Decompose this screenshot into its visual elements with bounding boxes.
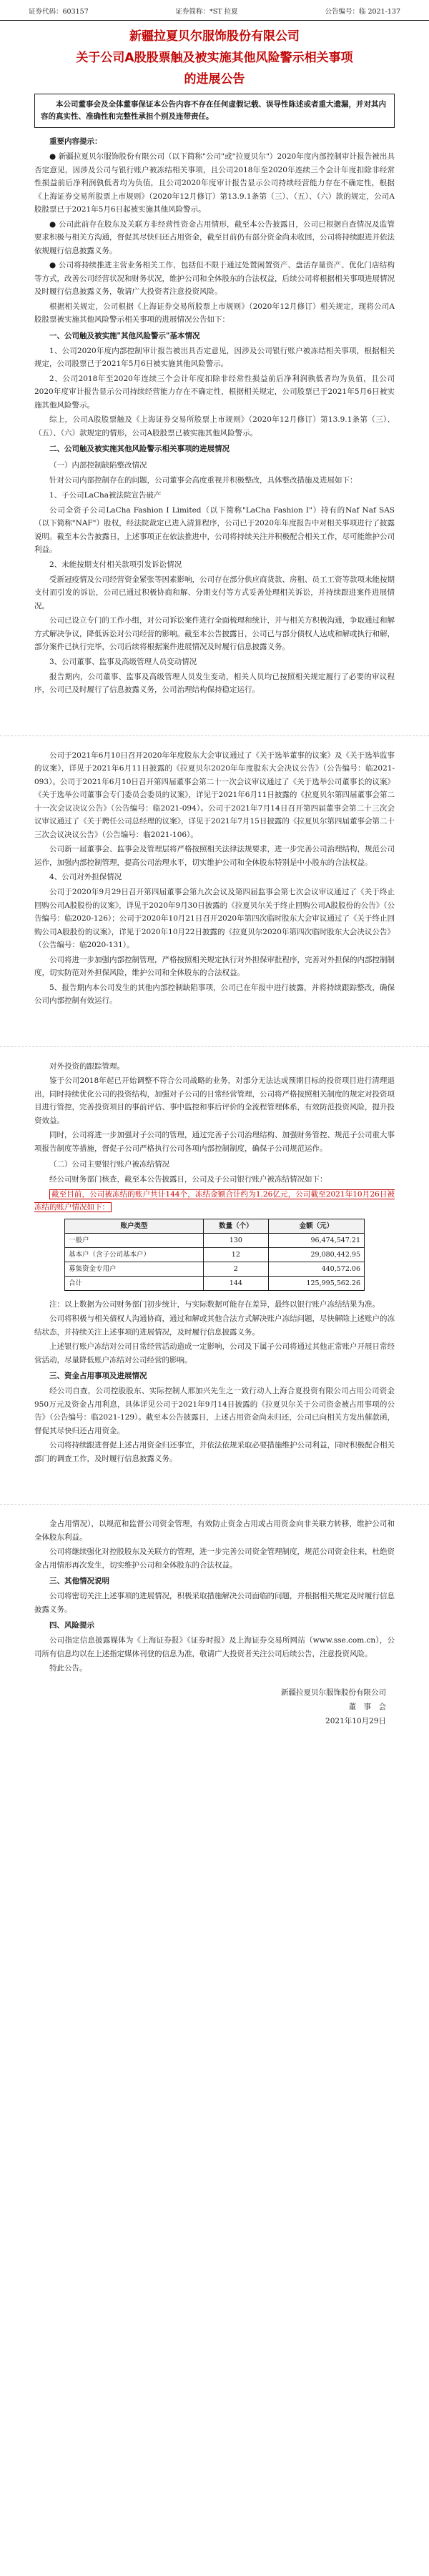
page-4-section xyxy=(0,1517,429,1675)
item-para: 报告期内，公司董事、监事及高级管理人员发生变动，相关人员均已按照相关规定履行了必要的审议程序，公司已及时履行了信息披露义务，公司治理结构保持稳定运行。 xyxy=(34,672,395,694)
table-row xyxy=(65,1233,365,1247)
section-2-heading: 二、公司触及被实施其他风险警示相关事项的进展情况 xyxy=(49,445,230,453)
table-cell: 合计 xyxy=(65,1276,204,1290)
announcement-title-line3: 的进展公告 xyxy=(184,72,245,86)
other-info-para: 公司将密切关注上述事项的进展情况，积极采取措施解决公司面临的问题，并根据相关规定及时履行信息披露义务。 xyxy=(34,1592,395,1614)
table-cell: 144 xyxy=(203,1276,268,1290)
table-cell: 12 xyxy=(203,1247,268,1262)
item-para: 受新冠疫情及公司经营资金紧张等因素影响，公司存在部分供应商货款、房租、员工工资等款项未能按期支付而引发的诉讼，公司已通过积极协商和解、分期支付等方式妥善处理相关诉讼，并持续跟进案件进展情况。 xyxy=(34,575,395,610)
frozen-accounts-table xyxy=(64,1219,365,1291)
notice-number: 公告编号：临 2021-137 xyxy=(325,8,400,16)
item-para: 公司于2020年9月29日召开第四届董事会第九次会议及第四届监事会第七次会议审议通过了《关于终止回购公司A股股份的议案》，详见于2020年9月30日披露的《拉夏贝尔关于终止回购公司A股股份的公告》（公告编号：临2020-126）；公司于2020年10月21日召开2020年第四次临时股东大会审议通过了《关于终止回购公司A股股份的议案》，详见于2020年10月22日披露的《拉夏贝尔2020年第四次临时股东大会决议公告》（公告编号：临2020-131）。 xyxy=(34,888,395,949)
table-header-row xyxy=(65,1219,365,1233)
frozen-intro: 经公司财务部门核查，截至本公告披露日，公司及子公司银行账户被冻结情况如下： xyxy=(49,1175,327,1184)
table-cell: 2 xyxy=(203,1262,268,1276)
fund-occupation-para: 公司将持续跟进督促上述占用资金归还事宜，并依法依规采取必要措施维护公司利益，同时积极配合相关部门的调查工作，及时履行信息披露义务。 xyxy=(34,1441,395,1463)
item-para: 对外投资的跟踪管理。 xyxy=(49,1061,124,1071)
signature-block xyxy=(0,1685,429,1728)
section-1-para: 综上，公司A股股票触及《上海证券交易所股票上市规则》（2020年12月修订）第13.9.1条第（三）、（五）、（六）款规定的情形，公司A股股票已被实施其他风险警示。 xyxy=(34,415,395,437)
important-section xyxy=(0,135,429,697)
signature-board: 董 事 会 xyxy=(348,1702,386,1711)
important-heading: 重要内容提示： xyxy=(49,137,102,146)
frozen-highlight-para xyxy=(34,1188,395,1214)
regulation-intro: 根据相关规定，公司根据《上海证券交易所股票上市规则》（2020年12月修订）相关规定，现将公司A股股票被实施其他风险警示相关事项的进展情况公告如下： xyxy=(34,302,395,324)
table-cell: 募集资金专用户 xyxy=(65,1262,204,1276)
fund-occupation-heading: 三、资金占用事项及进展情况 xyxy=(49,1372,147,1380)
important-item: ● 新疆拉夏贝尔服饰股份有限公司（以下简称"公司"或"拉夏贝尔"）2020年度内部控制审计报告被出具否定意见，因涉及公司与银行账户被冻结相关事项，且公司2018年至2020年连续三个会计年度扣除非经常性损益前后净利润孰低者均为负值，且公司2020年度审计报告显示公司持续经营能力存在不确定性，根据《上海证券交易所股票上市规则》（2020年12月修订）第13.9.1条第（三）、（五）、（六）款的规定，公司A股股票已于2021年5月6日起被实施其他风险警示。 xyxy=(34,152,395,214)
page-2-section xyxy=(0,749,429,1008)
item-para: 公司已设立专门的工作小组，对公司诉讼案件进行全面梳理和统计，并与相关方积极沟通，争取通过和解方式解决争议，降低诉讼对公司经营的影响。截至本公告披露日，公司已与部分债权人达成和解或执行和解，部分案件已执行完毕，公司后续将根据案件进展情况及时履行信息披露义务。 xyxy=(34,616,395,651)
table-row xyxy=(65,1262,365,1276)
table-cell: 29,080,442.95 xyxy=(268,1247,364,1262)
document-header xyxy=(0,0,429,21)
page-break xyxy=(0,1018,429,1047)
other-info-heading: 三、其他情况说明 xyxy=(49,1577,109,1585)
board-guarantee-notice: 本公司董事会及全体董事保证本公告内容不存在任何虚假记载、误导性陈述或者重大遗漏，并对其内容的真实性、准确性和完整性承担个别及连带责任。 xyxy=(34,94,395,128)
item-para: 公司将进一步加强内部控制管理，严格按照相关规定执行对外担保审批程序，完善对外担保的内部控制制度，切实防范对外担保风险，维护公司和全体股东的合法权益。 xyxy=(34,955,395,977)
table-cell: 440,572.06 xyxy=(268,1262,364,1276)
continuation-para: 公司将继续强化对控股股东及关联方的管理，进一步完善公司资金管理制度，规范公司资金往来，杜绝资金占用情形再次发生，切实维护公司和全体股东的合法权益。 xyxy=(34,1547,395,1570)
frozen-para: 公司将积极与相关债权人沟通协商，通过和解或其他合法方式解决账户冻结问题，尽快解除上述账户的冻结状态，并持续关注上述事项的进展情况，及时履行信息披露义务。 xyxy=(34,1314,395,1337)
continuation-para: 金占用情况），以规范和监督公司资金管理，有效防止资金占用或占用资金向非关联方转移，维护公司和全体股东利益。 xyxy=(34,1520,395,1542)
table-total-row xyxy=(65,1276,365,1290)
table-cell: 96,474,547.21 xyxy=(268,1233,364,1247)
announcement-title-line2: 关于公司A股股票触及被实施其他风险警示相关事项 xyxy=(76,51,353,65)
item-para: 同时，公司将进一步加强对子公司的管理，通过完善子公司治理结构、加强财务管控、规范子公司重大事项报告制度等措施，督促子公司严格执行公司各项内部控制制度，确保子公司规范运作。 xyxy=(34,1131,395,1153)
signature-company: 新疆拉夏贝尔服饰股份有限公司 xyxy=(281,1688,386,1697)
item-heading: 2、未能按期支付相关款项引发诉讼情况 xyxy=(49,560,182,569)
frozen-para: 上述银行账户冻结对公司日常经营活动造成一定影响，公司及下属子公司将通过其他正常账户开展日常经营活动，尽量降低账户冻结对公司经营的影响。 xyxy=(34,1342,395,1364)
important-item: ● 公司此前存在股东及关联方非经营性资金占用情形，截至本公告披露日，公司已根据自查情况及监管要求积极与相关方沟通，督促其尽快归还占用资金，截至目前仍有部分资金尚未收回，公司将持续跟进并依法依规履行信息披露义务。 xyxy=(34,219,395,255)
item-heading: 1、子公司LaCha被法院宣告破产 xyxy=(49,490,162,500)
risk-warning-para: 公司指定信息披露媒体为《上海证券报》《证券时报》及上海证券交易所网站（www.sse.com.cn），公司所有信息均以在上述指定媒体刊登的信息为准，敬请广大投资者关注公司后续公告，注意投资风险。 xyxy=(34,1636,395,1658)
closing-line: 特此公告。 xyxy=(49,1664,87,1673)
table-cell: 130 xyxy=(203,1233,268,1247)
company-title: 新疆拉夏贝尔服饰股份有限公司 xyxy=(129,29,300,44)
item-para: 公司全资子公司LaCha Fashion I Limited（以下简称"LaCha Fashion I"）持有的Naf Naf SAS（以下简称"NAF"）股权，经法院裁定已进入清算程序，公司已于2020年年度报告中对相关事项进行了披露说明。截至本公告披露日，上述事项正在依法推进中，公司将持续关注并积极配合相关工作，尽可能维护公司利益。 xyxy=(34,505,395,554)
page-3-section xyxy=(0,1060,429,1466)
section-1-heading: 一、公司触及被实施"其他风险警示"基本情况 xyxy=(49,331,200,340)
page-break xyxy=(0,1475,429,1505)
item-heading: 3、公司董事、监事及高级管理人员变动情况 xyxy=(49,657,197,666)
table-cell: 125,995,562.26 xyxy=(268,1276,364,1290)
signature-date: 2021年10月29日 xyxy=(325,1716,386,1725)
subsection-frozen-accounts: （二）公司主要银行账户被冻结情况 xyxy=(49,1160,169,1169)
fund-occupation-para: 经公司自查，公司控股股东、实际控制人邢加兴先生之一致行动人上海合夏投资有限公司占用公司资金950万元及资金占用利息，具体详见公司于2021年9月14日披露的《拉夏贝尔关于公司资金被占用事项的公告》（公告编号：临2021-129）。截至本公告披露日，上述占用资金尚未归还，公司已向相关方发出催款函，督促其尽快归还占用资金。 xyxy=(34,1387,395,1435)
column-header: 账户类型 xyxy=(65,1219,204,1233)
item-para: 公司于2021年6月10日召开2020年年度股东大会审议通过了《关于选举董事的议案》及《关于选举监事的议案》，详见于2021年6月11日披露的《拉夏贝尔2020年年度股东大会决议公告》（公告编号：临2021-093）。公司于2021年6月10日召开第四届董事会第二十一次会议审议通过了《关于选举公司董事长的议案》《关于选举公司董事会专门委员会委员的议案》，详见于2021年6月11日披露的《拉夏贝尔第四届董事会第二十一次会议决议公告》（公告编号：临2021-094）。公司于2021年7月14日召开第四届董事会第二十三次会议审议通过了《关于聘任公司总经理的议案》，详见于2021年7月15日披露的《拉夏贝尔第四届董事会第二十三次会议决议公告》（公告编号：临2021-106）。 xyxy=(34,750,395,839)
important-item: ● 公司将持续推进主营业务相关工作，包括但不限于通过处置闲置资产、盘活存量资产、优化门店结构等方式，改善公司经营状况和财务状况，维护公司和全体股东的合法权益，后续公司将根据相关事项进展情况及时履行信息披露义务，敬请广大投资者注意投资风险。 xyxy=(34,261,395,296)
item-para: 鉴于公司2018年起已开始调整不符合公司战略的业务，对部分无法达成预期目标的投资项目进行清理退出，同时持续优化公司的投资结构，加强对子公司的日常经营管理，公司将严格按照相关制度的规定对投资项目进行管控，完善投资项目的事前评估、事中监控和事后评价的全流程管理体系，有效防范投资风险，提升投资效益。 xyxy=(34,1076,395,1125)
risk-warning-heading: 四、风险提示 xyxy=(49,1621,94,1630)
table-cell: 一般户 xyxy=(65,1233,204,1247)
section-1-para: 2、公司2018年至2020年连续三个会计年度扣除非经常性损益前后净利润孰低者均为负值，且公司2020年度审计报告显示公司持续经营能力存在不确定性，根据相关规定，公司股票已于2021年5月6日被实施其他风险警示。 xyxy=(34,374,395,410)
stock-code: 证券代码：603157 xyxy=(29,8,89,16)
item-para: 5、报告期内本公司发生的其他内部控制缺陷事项，公司已在年报中进行披露，并将持续跟踪整改，确保公司内部控制有效运行。 xyxy=(34,983,395,1005)
stock-short-name: 证券简称：*ST 拉夏 xyxy=(175,8,238,16)
item-heading: 4、公司对外担保情况 xyxy=(49,873,122,881)
item-para: 公司新一届董事会、监事会及管理层将严格按照相关法律法规要求，进一步完善公司治理结构，规范公司运作，加强内部控制管理，提高公司治理水平，切实维护公司和全体股东特别是中小股东的合法权益。 xyxy=(34,845,395,867)
table-cell: 基本户（含子公司基本户） xyxy=(65,1247,204,1262)
table-note: 注：以上数据为公司财务部门初步统计，与实际数据可能存在差异，最终以银行账户冻结结果为准。 xyxy=(49,1299,380,1309)
subsection-intro: 针对公司内部控制存在的问题，公司董事会高度重视并积极整改，具体整改措施及进展如下： xyxy=(49,476,358,485)
subsection-internal-control: （一）内部控制缺陷整改情况 xyxy=(49,461,147,470)
table-row xyxy=(65,1247,365,1262)
column-header: 金额（元） xyxy=(268,1219,364,1233)
page-break xyxy=(0,707,429,736)
column-header: 数量（个） xyxy=(203,1219,268,1233)
section-1-para: 1、公司2020年度内部控制审计报告被出具否定意见，因涉及公司银行账户被冻结相关事项，根据相关规定，公司股票已于2021年5月6日被实施其他风险警示。 xyxy=(34,346,395,368)
frozen-highlight: 截至目前，公司被冻结的账户共计144个，冻结金额合计约为1.26亿元，公司截至2021年10月26日被冻结的账户情况如下： xyxy=(34,1189,395,1212)
